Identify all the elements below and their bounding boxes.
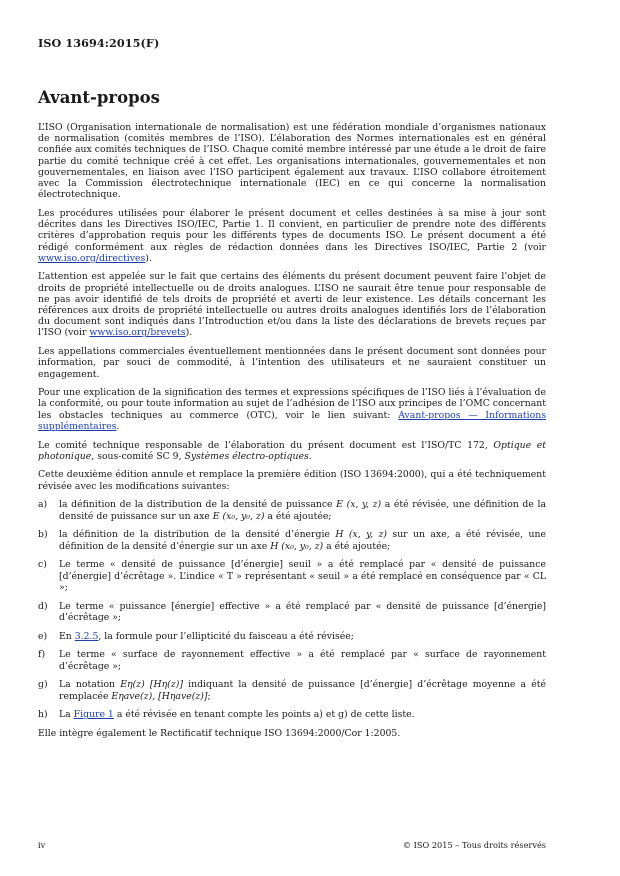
formula: E (x, y, z) <box>336 499 382 511</box>
text-run: la définition de la distribution de la densité de puissance <box>59 499 337 511</box>
paragraph-text: Pour une explication de la signification des termes et expressions spécifiques de l’ISO liés à l’évaluation de la conformité, ou pour toute information au sujet de l’adhésion de l’ISO aux principes de l’OMC concernant les obstacles techniques au commerce (OTC), voir le lien suivant: <box>38 387 546 421</box>
paragraph-text: Le comité technique responsable de l’élaboration du présent document est l’ISO/TC 172, <box>38 439 494 451</box>
list-item <box>38 649 546 671</box>
paragraph-edition: Cette deuxième édition annule et remplace la première édition (ISO 13694:2000), qui a été techniquement révisée avec les modifications suivantes: <box>38 469 546 492</box>
paragraph-text: Les procédures utilisées pour élaborer le présent document et celles destinées à sa mise à jour sont décrites dans les Directives ISO/IEC, Partie 1. Il convient, en particulier de prendre note des différents critères d’approbation requis pour les différents types de documents ISO. Le présent document a été rédigé conformément aux règles de rédaction données dans les Directives ISO/IEC, Partie 2 (voir <box>38 207 546 253</box>
text-run: a été ajoutée; <box>264 510 332 522</box>
list-item <box>38 529 546 551</box>
list-item-text <box>59 679 546 701</box>
formula: Eη(z) [Hη(z)] <box>120 679 183 691</box>
list-item-label: g) <box>38 679 48 691</box>
text-run: La <box>59 709 74 721</box>
text-run: a été révisée en tenant compte les points a) et g) de cette liste. <box>113 709 415 721</box>
paragraph-corrigendum: Elle intègre également le Rectificatif technique ISO 13694:2000/Cor 1:2005. <box>38 728 401 740</box>
page-footer <box>38 840 546 850</box>
paragraph-end: . <box>116 420 120 432</box>
list-item-label: e) <box>38 630 48 642</box>
list-item-label: f) <box>38 649 46 661</box>
paragraph-end: . <box>308 450 312 462</box>
changes-list <box>38 499 546 720</box>
list-item-label: c) <box>38 559 47 571</box>
foreword-body <box>38 122 546 747</box>
list-item-text <box>59 631 546 642</box>
clause-link[interactable]: 3.2.5 <box>74 630 99 642</box>
paragraph-committee <box>38 440 546 462</box>
list-item <box>38 601 546 623</box>
list-item-text: Le terme « puissance [énergie] effective » a été remplacé par « densité de puissance [d’énergie] d’écrêtage »; <box>59 600 546 623</box>
formula: E (x₀, y₀, z) <box>212 510 265 522</box>
list-item-text: Le terme « densité de puissance [d’énergie] seuil » a été remplacé par « densité de puissance [d’énergie] d’écrêtage ». L’indice « T » représentant « seuil » a été remplacé en conséquence par « CL »; <box>59 559 546 593</box>
list-item-text <box>59 499 546 521</box>
list-item-label: h) <box>38 709 48 721</box>
list-item-label: a) <box>38 499 48 511</box>
text-run: , la formule pour l’ellipticité du faisceau a été révisée; <box>98 630 354 642</box>
list-item <box>38 709 546 720</box>
list-item-text: Le terme « surface de rayonnement effective » a été remplacé par « surface de rayonnement d’écrêtage »; <box>59 649 546 672</box>
paragraph-text: L’attention est appelée sur le fait que certains des éléments du présent document peuvent faire l’objet de droits de propriété intellectuelle ou de droits analogues. L’ISO ne saurait être tenue pour responsable de ne pas avoir identifié de tels droits de propriété et averti de leur existence. Les détails concernant les références aux droits de propriété intellectuelle ou autres droits analogues identifiés lors de l’élaboration du document sont indiqués dans l’Introduction et/ou dans la liste des déclarations de brevets reçues par l’ISO (voir <box>38 271 546 339</box>
list-item-label: d) <box>38 600 48 612</box>
text-run: indiquant la densité de puissance [d’énergie] d’écrêtage moyenne a été remplacée <box>59 679 546 702</box>
formula: H (x₀, y₀, z) <box>270 540 324 552</box>
paragraph-patents <box>38 271 546 338</box>
list-item-text <box>59 709 546 720</box>
page-number: iv <box>38 840 46 850</box>
standard-id-header: ISO 13694:2015(F) <box>38 36 160 50</box>
patents-link[interactable]: www.iso.org/brevets <box>89 327 186 339</box>
subcommittee-name: Systèmes électro-optiques <box>184 450 309 462</box>
committee-name: Optique et photonique <box>38 439 547 462</box>
list-item <box>38 631 546 642</box>
paragraph-trade-names: Les appellations commerciales éventuellement mentionnées dans le présent document sont données pour information, par souci de commodité, à l’intention des utilisateurs et ne sauraient constituer un engagement. <box>38 346 546 380</box>
formula: Eηave(z), [Hηave(z)] <box>111 690 208 702</box>
section-title: Avant-propos <box>38 88 160 107</box>
directives-link[interactable]: www.iso.org/directives <box>38 252 146 264</box>
text-run: la définition de la distribution de la densité d’énergie <box>59 529 336 541</box>
text-run: En <box>59 630 75 642</box>
list-item-label: b) <box>38 529 48 541</box>
text-run: ; <box>207 690 211 702</box>
figure-link[interactable]: Figure 1 <box>73 709 114 721</box>
text-run: a été révisée, une définition de la densité de puissance sur un axe <box>59 499 546 522</box>
list-item <box>38 559 546 593</box>
text-run: a été ajoutée; <box>323 540 391 552</box>
text-run: sur un axe, a été révisée, une définition de la densité d’énergie sur un axe <box>59 529 546 552</box>
text-run: La notation <box>59 679 121 691</box>
formula: H (x, y, z) <box>335 529 388 541</box>
paragraph-conformity <box>38 387 546 432</box>
copyright-notice: © ISO 2015 – Tous droits réservés <box>402 840 546 850</box>
list-item <box>38 499 546 521</box>
list-item <box>38 679 546 701</box>
foreword-info-link[interactable]: Avant-propos — Informations supplémentaires <box>38 409 546 432</box>
paragraph-end: ). <box>145 252 152 264</box>
paragraph-text: , sous-comité SC 9, <box>91 450 185 462</box>
paragraph-iso-intro: L’ISO (Organisation internationale de normalisation) est une fédération mondiale d’organismes nationaux de normalisation (comités membres de l’ISO). L’élaboration des Normes internationales est en général confiée aux comités techniques de l’ISO. Chaque comité membre intéressé par une étude a le droit de faire partie du comité technique créé à cet effet. Les organisations internationales, gouvernementales et non gouvernementales, en liaison avec l’ISO participent également aux travaux. L’ISO collabore étroitement avec la Commission électrotechnique internationale (IEC) en ce qui concerne la normalisation électrotechnique. <box>38 122 546 201</box>
paragraph-end: ). <box>185 327 193 339</box>
list-item-text <box>59 529 546 551</box>
paragraph-procedures <box>38 208 546 264</box>
